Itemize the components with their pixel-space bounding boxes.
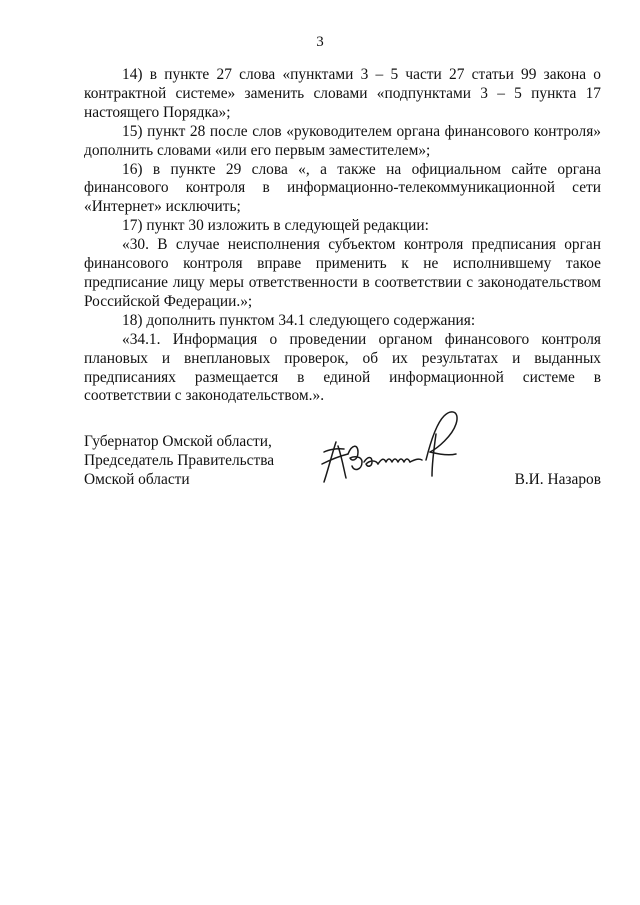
paragraph-item-30-text: «30. В случае неисполнения субъектом контроля предписания орган финансового контроля вправе применить к не исполнившему такое предписание лицу меры ответственности в соответствии с законодательством Российской Федерации.»; bbox=[84, 236, 601, 310]
paragraph-item-15: 15) пункт 28 после слов «руководителем органа финансового контроля» дополнить словами «или его первым заместителем»; bbox=[84, 122, 601, 159]
paragraph-item-16: 16) в пункте 29 слова «, а также на официальном сайте органа финансового контроля в информационно-телекоммуникационной сети «Интернет» исключить; bbox=[84, 160, 601, 216]
paragraph-item-14: 14) в пункте 27 слова «пунктами 3 – 5 части 27 статьи 99 закона о контрактной системе» заменить словами «подпунктами 3 – 5 пункта 17 настоящего Порядка»; bbox=[84, 66, 601, 121]
paragraph-item-34-1-text: «34.1. Информация о проведении органом финансового контроля плановых и внеплановых проверок, об их результатах и выданных предписаниях размещается в единой информационной системе в соответствии с законодательством.». bbox=[84, 330, 601, 405]
handwritten-signature bbox=[318, 404, 468, 486]
document-body bbox=[84, 66, 601, 406]
signatory-title bbox=[84, 433, 324, 490]
signatory-title-line: Председатель Правительства bbox=[84, 451, 275, 469]
signatory-title-line: Омской области bbox=[84, 470, 190, 488]
page-number: 3 bbox=[316, 34, 324, 50]
signatory-title-line: Губернатор Омской области, bbox=[84, 433, 272, 450]
signatory-name: В.И. Назаров bbox=[514, 470, 601, 488]
paragraph-item-18: 18) дополнить пунктом 34.1 следующего содержания: bbox=[122, 311, 476, 329]
paragraph-item-17: 17) пункт 30 изложить в следующей редакции: bbox=[122, 217, 429, 235]
